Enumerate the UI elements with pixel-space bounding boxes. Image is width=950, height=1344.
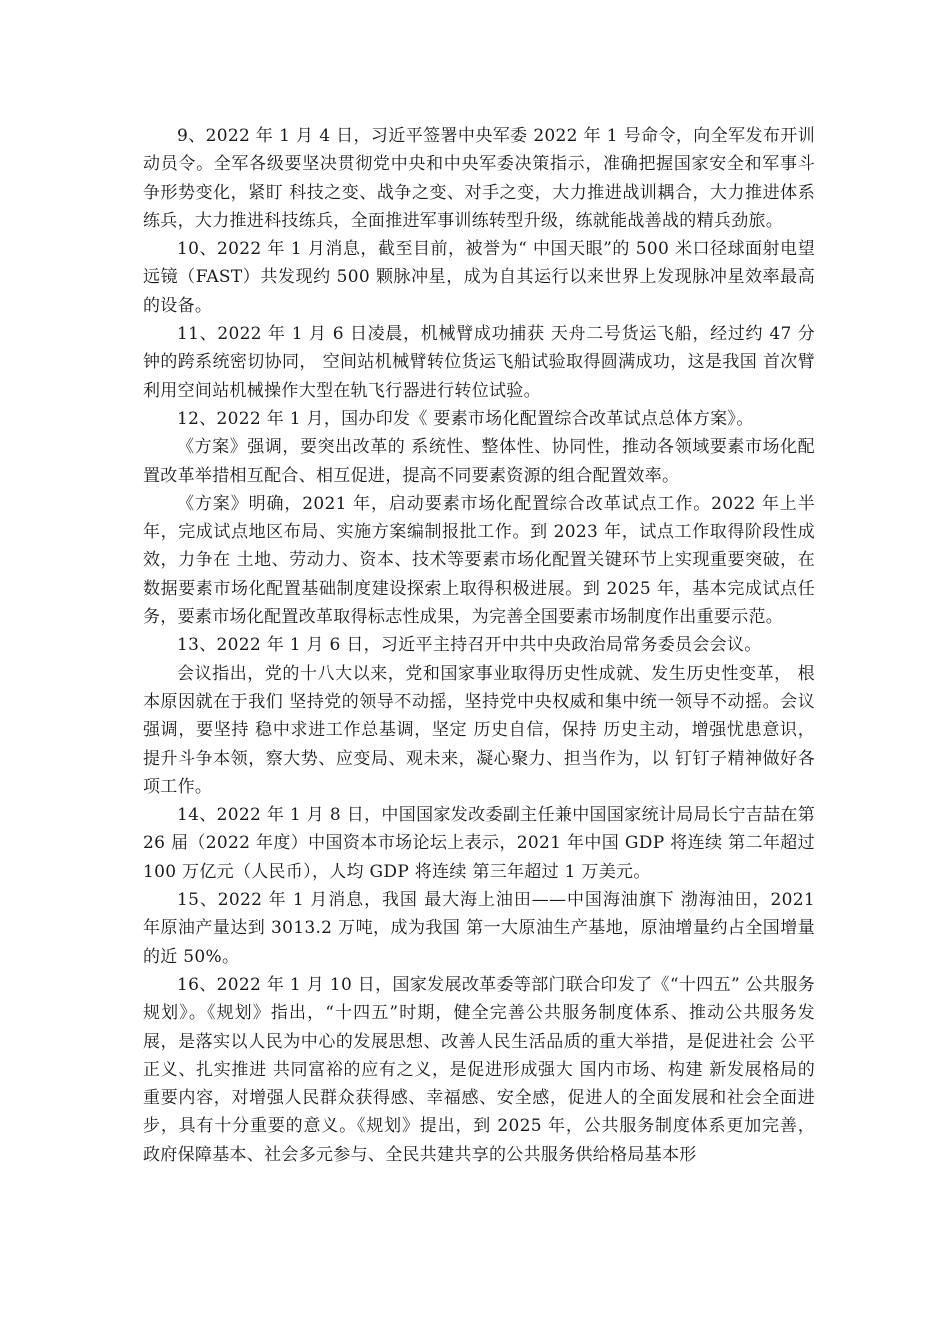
paragraph-item-12-factor-market-plan: 12、2022 年 1 月，国办印发《 要素市场化配置综合改革试点总体方案》。 xyxy=(177,408,754,429)
paragraph-item-16-public-service-plan: 16、2022 年 1 月 10 日，国家发展改革委等部门联合印发了《“十四五” 公共服务规划》。《规划》指出，“十四五”时期，健全完善公共服务制度体系、推动公共服务发展，是落实以人民为中心的发展思想、改善人民生活品质的重大举措，是促进社会 公平正义、扎实推进 共同富裕的应有之义，是促进形成强大 国内市场、构建 新发展格局的重要内容，对增强人民群众获得感、幸福感、安全感，促进人的全面发展和社会全面进步，具有十分重要的意义。《规划》提出，到 2025 年，公共服务制度体系更加完善， 政府保障基本、社会多元参与、全民共建共享的公共服务供给格局基本形 xyxy=(143,974,815,1165)
paragraph-item-9-military-training: 9、2022 年 1 月 4 日，习近平签署中央军委 2022 年 1 号命令，向全军发布开训动员令。全军各级要坚决贯彻党中央和中央军委决策指示，准确把握国家安全和军事斗争形势变化，紧盯 科技之变、战争之变、对手之变，大力推进战训耦合，大力推进体系练兵，大力推进科技练兵，全面推进军事训练转型升级，练就能战善战的精兵劲旅。 xyxy=(143,126,815,231)
paragraph-plan-timeline: 《方案》明确，2021 年，启动要素市场化配置综合改革试点工作。2022 年上半年，完成试点地区布局、实施方案编制报批工作。到 2023 年，试点工作取得阶段性成效，力争在 土地、劳动力、资本、技术等要素市场化配置关键环节上实现重要突破，在 数据要素市场化配置基础制度建设探索上取得积极进展。到 2025 年，基本完成试点任务，要素市场化配置改革取得标志性成果，为完善全国要素市场制度作出重要示范。 xyxy=(143,493,815,628)
paragraph-item-13-politburo-meeting: 13、2022 年 1 月 6 日，习近平主持召开中共中央政治局常务委员会会议。 xyxy=(177,635,762,656)
paragraph-item-11-space-station-arm: 11、2022 年 1 月 6 日凌晨，机械臂成功捕获 天舟二号货运飞船，经过约 47 分钟的跨系统密切协同， 空间站机械臂转位货运飞船试验取得圆满成功，这是我国 首次臂利用空间站机械操作大型在轨飞行器进行转位试验。 xyxy=(143,324,815,401)
paragraph-item-10-fast-telescope: 10、2022 年 1 月消息，截至目前，被誉为“ 中国天眼”的 500 米口径球面射电望远镜（FAST）共发现约 500 颗脉冲星，成为自其运行以来世界上发现脉冲星效率最高的设备。 xyxy=(143,239,815,316)
paragraph-meeting-points: 会议指出，党的十八大以来，党和国家事业取得历史性成就、发生历史性变革， 根本原因就在于我们 坚持党的领导不动摇，坚持党中央权威和集中统一领导不动摇。会议强调，要坚持 稳中求进工作总基调，坚定 历史自信，保持 历史主动，增强忧患意识，提升斗争本领，察大势、应变局、观未来，凝心聚力、担当作为，以 钉钉子精神做好各项工作。 xyxy=(143,663,815,797)
paragraph-plan-emphasis: 《方案》强调，要突出改革的 系统性、整体性、协同性，推动各领域要素市场化配置改革举措相互配合、相互促进，提高不同要素资源的组合配置效率。 xyxy=(143,437,815,486)
paragraph-item-15-bohai-oilfield: 15、2022 年 1 月消息，我国 最大海上油田——中国海油旗下 渤海油田，2021 年原油产量达到 3013.2 万吨，成为我国 第一大原油生产基地，原油增量约占全国增量的近 50%。 xyxy=(143,890,815,967)
paragraph-item-14-gdp: 14、2022 年 1 月 8 日，中国国家发改委副主任兼中国国家统计局局长宁吉喆在第 26 届（2022 年度）中国资本市场论坛上表示，2021 年中国 GDP 将连续 第二年超过 100 万亿元（人民币），人均 GDP 将连续 第三年超过 1 万美元。 xyxy=(143,805,815,882)
document-page xyxy=(143,122,815,1169)
